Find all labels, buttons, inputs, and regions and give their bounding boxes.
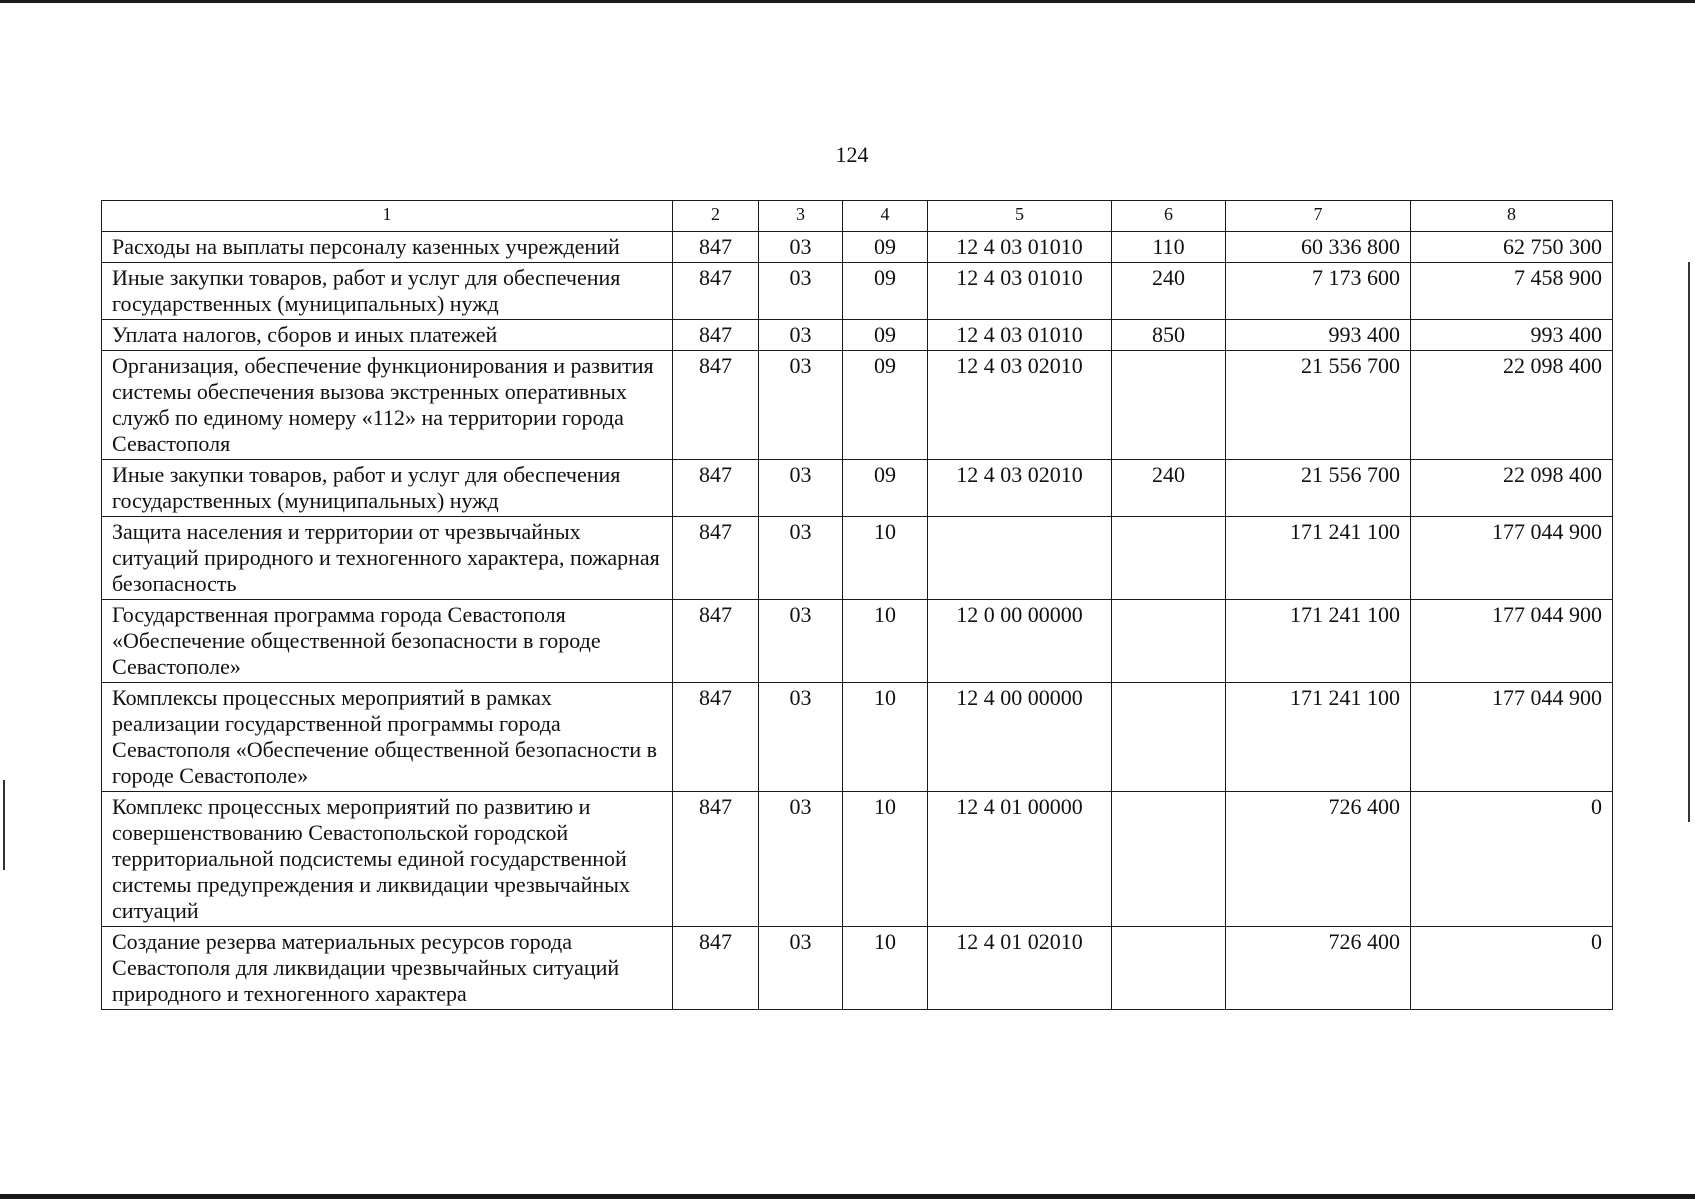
ministry-code-cell: 847 [673, 232, 759, 263]
table-row [102, 263, 1613, 320]
amount-cell: 726 400 [1226, 927, 1411, 1010]
expense-type-cell: 850 [1112, 320, 1226, 351]
column-header: 1 [102, 201, 673, 232]
amount-cell: 171 241 100 [1226, 600, 1411, 683]
ministry-code-cell: 847 [673, 351, 759, 460]
amount-cell: 0 [1411, 927, 1613, 1010]
table-row [102, 600, 1613, 683]
amount-cell: 993 400 [1226, 320, 1411, 351]
target-article-cell: 12 4 03 02010 [928, 351, 1112, 460]
page-number: 124 [835, 142, 869, 167]
subsection-code-cell: 09 [843, 232, 928, 263]
table-body [102, 232, 1613, 1010]
table-row [102, 683, 1613, 792]
amount-cell: 993 400 [1411, 320, 1613, 351]
amount-cell: 21 556 700 [1226, 351, 1411, 460]
section-code-cell: 03 [759, 927, 843, 1010]
amount-cell: 22 098 400 [1411, 351, 1613, 460]
column-header: 4 [843, 201, 928, 232]
ministry-code-cell: 847 [673, 792, 759, 927]
column-header: 2 [673, 201, 759, 232]
target-article-cell: 12 0 00 00000 [928, 600, 1112, 683]
subsection-code-cell: 10 [843, 927, 928, 1010]
amount-cell: 21 556 700 [1226, 460, 1411, 517]
row-name-cell: Уплата налогов, сборов и иных платежей [102, 320, 673, 351]
table-row [102, 927, 1613, 1010]
expense-type-cell [1112, 351, 1226, 460]
expense-type-cell [1112, 517, 1226, 600]
subsection-code-cell: 09 [843, 351, 928, 460]
table-row [102, 460, 1613, 517]
target-article-cell: 12 4 01 02010 [928, 927, 1112, 1010]
row-name-cell: Защита населения и территории от чрезвычайных ситуаций природного и техногенного характера, пожарная безопасность [102, 517, 673, 600]
column-header: 6 [1112, 201, 1226, 232]
amount-cell: 7 458 900 [1411, 263, 1613, 320]
subsection-code-cell: 10 [843, 600, 928, 683]
amount-cell: 177 044 900 [1411, 600, 1613, 683]
expense-type-cell: 110 [1112, 232, 1226, 263]
target-article-cell [928, 517, 1112, 600]
section-code-cell: 03 [759, 232, 843, 263]
amount-cell: 7 173 600 [1226, 263, 1411, 320]
expense-type-cell [1112, 792, 1226, 927]
table-row [102, 517, 1613, 600]
target-article-cell: 12 4 01 00000 [928, 792, 1112, 927]
target-article-cell: 12 4 03 01010 [928, 263, 1112, 320]
row-name-cell: Государственная программа города Севастополя «Обеспечение общественной безопасности в городе Севастополе» [102, 600, 673, 683]
section-code-cell: 03 [759, 683, 843, 792]
expense-type-cell [1112, 927, 1226, 1010]
table-row [102, 232, 1613, 263]
table-header-row [102, 201, 1613, 232]
row-name-cell: Иные закупки товаров, работ и услуг для обеспечения государственных (муниципальных) нужд [102, 460, 673, 517]
column-header: 3 [759, 201, 843, 232]
target-article-cell: 12 4 00 00000 [928, 683, 1112, 792]
ministry-code-cell: 847 [673, 460, 759, 517]
amount-cell: 171 241 100 [1226, 683, 1411, 792]
scan-edge-top [0, 0, 1695, 3]
ministry-code-cell: 847 [673, 600, 759, 683]
target-article-cell: 12 4 03 01010 [928, 232, 1112, 263]
scan-edge-bottom [0, 1194, 1695, 1199]
amount-cell: 62 750 300 [1411, 232, 1613, 263]
table-row [102, 320, 1613, 351]
section-code-cell: 03 [759, 263, 843, 320]
target-article-cell: 12 4 03 02010 [928, 460, 1112, 517]
column-header: 5 [928, 201, 1112, 232]
amount-cell: 177 044 900 [1411, 683, 1613, 792]
subsection-code-cell: 10 [843, 683, 928, 792]
section-code-cell: 03 [759, 517, 843, 600]
subsection-code-cell: 09 [843, 460, 928, 517]
row-name-cell: Комплексы процессных мероприятий в рамках реализации государственной программы города Севастополя «Обеспечение общественной безопасности в городе Севастополе» [102, 683, 673, 792]
table-row [102, 351, 1613, 460]
column-header: 7 [1226, 201, 1411, 232]
amount-cell: 60 336 800 [1226, 232, 1411, 263]
budget-table [101, 200, 1613, 1010]
amount-cell: 726 400 [1226, 792, 1411, 927]
expense-type-cell [1112, 683, 1226, 792]
section-code-cell: 03 [759, 792, 843, 927]
section-code-cell: 03 [759, 351, 843, 460]
ministry-code-cell: 847 [673, 320, 759, 351]
section-code-cell: 03 [759, 600, 843, 683]
column-header: 8 [1411, 201, 1613, 232]
ministry-code-cell: 847 [673, 683, 759, 792]
expense-type-cell: 240 [1112, 263, 1226, 320]
subsection-code-cell: 09 [843, 263, 928, 320]
amount-cell: 0 [1411, 792, 1613, 927]
subsection-code-cell: 10 [843, 792, 928, 927]
subsection-code-cell: 10 [843, 517, 928, 600]
scan-mark-right [1688, 262, 1690, 822]
ministry-code-cell: 847 [673, 927, 759, 1010]
table-row [102, 792, 1613, 927]
section-code-cell: 03 [759, 320, 843, 351]
target-article-cell: 12 4 03 01010 [928, 320, 1112, 351]
row-name-cell: Организация, обеспечение функционирования и развития системы обеспечения вызова экстренных оперативных служб по единому номеру «112» на территории города Севастополя [102, 351, 673, 460]
amount-cell: 22 098 400 [1411, 460, 1613, 517]
row-name-cell: Комплекс процессных мероприятий по развитию и совершенствованию Севастопольской городской территориальной подсистемы единой государственной системы предупреждения и ликвидации чрезвычайных ситуаций [102, 792, 673, 927]
expense-type-cell: 240 [1112, 460, 1226, 517]
subsection-code-cell: 09 [843, 320, 928, 351]
scan-mark-left [3, 780, 5, 870]
ministry-code-cell: 847 [673, 517, 759, 600]
row-name-cell: Иные закупки товаров, работ и услуг для обеспечения государственных (муниципальных) нужд [102, 263, 673, 320]
amount-cell: 177 044 900 [1411, 517, 1613, 600]
row-name-cell: Создание резерва материальных ресурсов города Севастополя для ликвидации чрезвычайных ситуаций природного и техногенного характера [102, 927, 673, 1010]
ministry-code-cell: 847 [673, 263, 759, 320]
section-code-cell: 03 [759, 460, 843, 517]
row-name-cell: Расходы на выплаты персоналу казенных учреждений [102, 232, 673, 263]
amount-cell: 171 241 100 [1226, 517, 1411, 600]
expense-type-cell [1112, 600, 1226, 683]
